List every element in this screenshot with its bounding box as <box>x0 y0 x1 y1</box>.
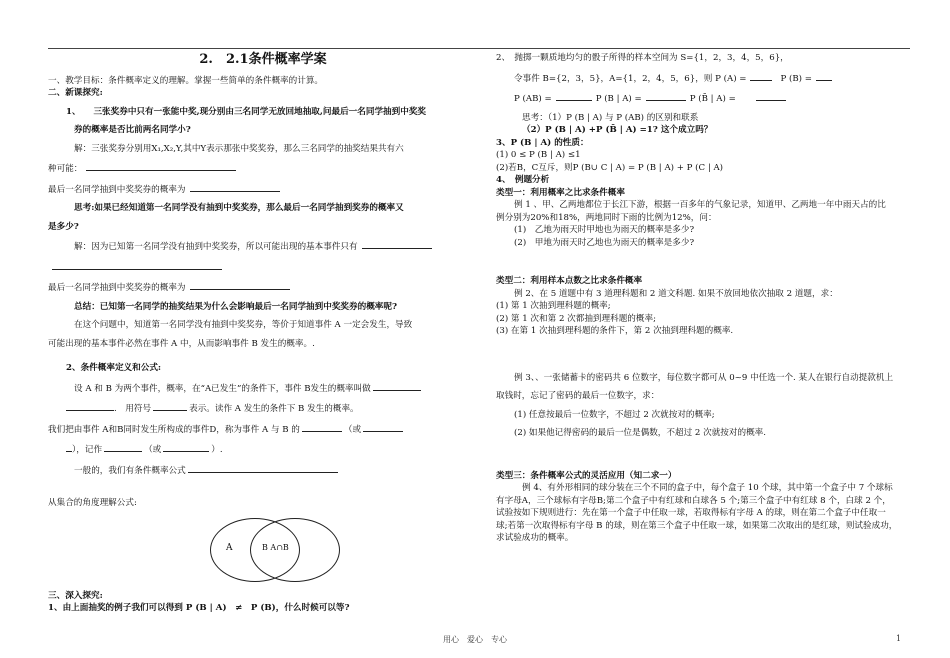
definition-heading: 2、条件概率定义和公式: <box>66 363 162 373</box>
example-item: (1) 第 1 次抽到理科题的概率; <box>496 301 611 311</box>
example-item: (2) 甲地为雨天时乙地也为雨天的概率是多少? <box>514 237 695 248</box>
formula-line: 一般的，我们有条件概率公式 <box>48 463 458 478</box>
thinking-text: （2）P (B | A) +P (B̄ | A) =1? 这个成立吗？ <box>522 125 713 135</box>
thinking-question-cont: 是多少? <box>48 221 79 232</box>
solution-text: 解：因为已知第一名同学没有抽到中奖奖券，所以可能出现的基本事件只有 <box>48 239 458 254</box>
definition-text: . 用符号 表示。读作 A 发生的条件下 B 发生的概率。 <box>48 401 458 416</box>
right-column <box>496 52 916 545</box>
dice-problem: 令事件 B={2，3，5}，A={1，2，4，5，6}，则 P (A) = P (B) = <box>496 71 916 86</box>
venn-diagram <box>210 518 350 584</box>
section-heading: 二、新课探究: <box>48 88 103 98</box>
example-text: 例 4、有外形相同的球分装在三个不同的盒子中，每个盒子 10 个球，其中第一个盒子中 7 个球标 <box>522 483 893 493</box>
example-item: (1) 乙地为雨天时甲地也为雨天的概率是多少? <box>514 225 695 235</box>
venn-label-intersection: B A∩B <box>262 542 289 552</box>
teaching-goal: 一、教学目标：条件概率定义的理解。掌握一些简单的条件概率的计算。 <box>48 75 324 86</box>
type-heading: 类型三：条件概率公式的灵活应用（知二求一） <box>496 470 677 481</box>
page-footer: 用心 爱心 专心 <box>443 635 507 644</box>
page-number: 1 <box>896 634 902 643</box>
type-heading: 类型一：利用概率之比求条件概率 <box>496 187 625 198</box>
example-item: (1) 任意按最后一位数字，不超过 2 次就按对的概率; <box>514 409 715 420</box>
example-text: 例 3、、一张储蓄卡的密码共 6 位数字，每位数字都可从 0~9 中任选一个. 某人在银行自动提款机上 <box>514 372 894 383</box>
thinking-text: 思考：（1）P (B | A) 与 P (AB) 的区别和联系 <box>522 112 699 123</box>
set-understanding: 从集合的角度理解公式: <box>48 498 137 508</box>
question-1: 1、 三张奖券中只有一张能中奖,现分别由三名同学无放回地抽取,问最后一名同学抽到中奖奖 <box>66 106 427 117</box>
left-column <box>48 52 458 615</box>
venn-label-a: A <box>226 542 233 553</box>
page-title: 2. 2.1条件概率学案 <box>199 52 327 67</box>
dice-problem: P (AB) = P (B | A) = P (B̄ | A) = <box>496 91 916 106</box>
example-text: 试验按如下规则进行：先在第一个盒子中任取一球，若取得标有字母 A 的球，则在第二个盒子中任取一 <box>496 508 886 518</box>
example-text: 有字母A，三个球标有字母B;第二个盒子中有红球和白球各 5 个;第三个盒子中有红球 8 个，白球 2 个， <box>496 495 891 506</box>
property-heading: 3、P (B | A) 的性质： <box>496 137 589 148</box>
deep-question: 1、由上面抽奖的例子我们可以得到 P (B | A) ≠ P (B)，什么时候可以等? <box>48 603 350 613</box>
example-text: 例分别为20%和18%，两地同时下雨的比例为12%，问： <box>496 212 717 223</box>
definition-text: ），记作 （或 ）. <box>48 442 458 457</box>
question-1-cont: 券的概率是否比前两名同学小? <box>74 125 191 135</box>
definition-text: 我们把由事件 A和B同时发生所构成的事件D，称为事件 A 与 B 的 （或 <box>48 422 458 437</box>
example-item: (2) 如果他记得密码的最后一位是偶数，不超过 2 次就按对的概率. <box>514 428 767 438</box>
solution-text: 最后一名同学抽到中奖奖券的概率为 <box>48 182 458 197</box>
solution-text: 解：三张奖券分别用X₁,X₂,Y,其中Y表示那张中奖奖券，那么三名同学的抽奖结果共有六 <box>74 143 404 154</box>
header-rule <box>48 48 910 49</box>
example-text: 例 1 、甲、乙两地都位于长江下游，根据一百多年的气象记录，知道甲、乙两地一年中雨天占的比 <box>514 200 886 210</box>
summary-body: 可能出现的基本事件必然在事件 A 中，从而影响事件 B 发生的概率。. <box>48 338 315 349</box>
property-item: (2)若B，C互斥，则P (B∪ C | A) = P (B | A) + P (C | A) <box>496 162 724 173</box>
example-item: (2) 第 1 次和第 2 次都抽到理科题的概率; <box>496 313 656 324</box>
definition-text: 设 A 和 B 为两个事件，概率，在“A已发生”的条件下，事件 B发生的概率叫做 <box>48 381 458 396</box>
example-text: 例 2、在 5 道题中有 3 道理科题和 2 道文科题. 如果不放回地依次抽取 2 道题，求： <box>514 288 838 299</box>
type-heading: 类型二：利用样本点数之比求条件概率 <box>496 276 643 286</box>
example-text: 球;若第一次取得标有字母 B 的球，则在第三个盒子中任取一球，如果第二次取出的是红球，则试验成功， <box>496 520 898 531</box>
section-heading: 三、深入探究: <box>48 590 103 601</box>
blank-line <box>48 260 458 275</box>
dice-problem: 2、 抛掷一颗质地均匀的骰子所得的样本空间为 S={1，2，3，4，5，6}， <box>496 53 789 63</box>
examples-heading: 4、 例题分析 <box>496 175 550 185</box>
thinking-question: 思考:如果已经知道第一名同学没有抽到中奖奖券，那么最后一名同学抽到奖券的概率又 <box>74 203 404 213</box>
example-text: 取钱时，忘记了密码的最后一位数字，求： <box>496 391 660 401</box>
example-text: 求试验成功的概率。 <box>496 533 574 543</box>
solution-text: 最后一名同学抽到中奖奖券的概率为 <box>48 280 458 295</box>
summary-body: 在这个问题中，知道第一名同学没有抽到中奖奖券，等价于知道事件 A 一定会发生，导致 <box>74 320 413 330</box>
summary-text: 总结：已知第一名同学的抽奖结果为什么会影响最后一名同学抽到中奖奖券的概率呢? <box>74 301 398 312</box>
property-item: (1) 0 ≤ P (B | A) ≤1 <box>496 150 581 160</box>
example-item: (3) 在第 1 次抽到理科题的条件下，第 2 次抽到理科题的概率. <box>496 326 734 336</box>
solution-text: 种可能： <box>48 161 458 176</box>
